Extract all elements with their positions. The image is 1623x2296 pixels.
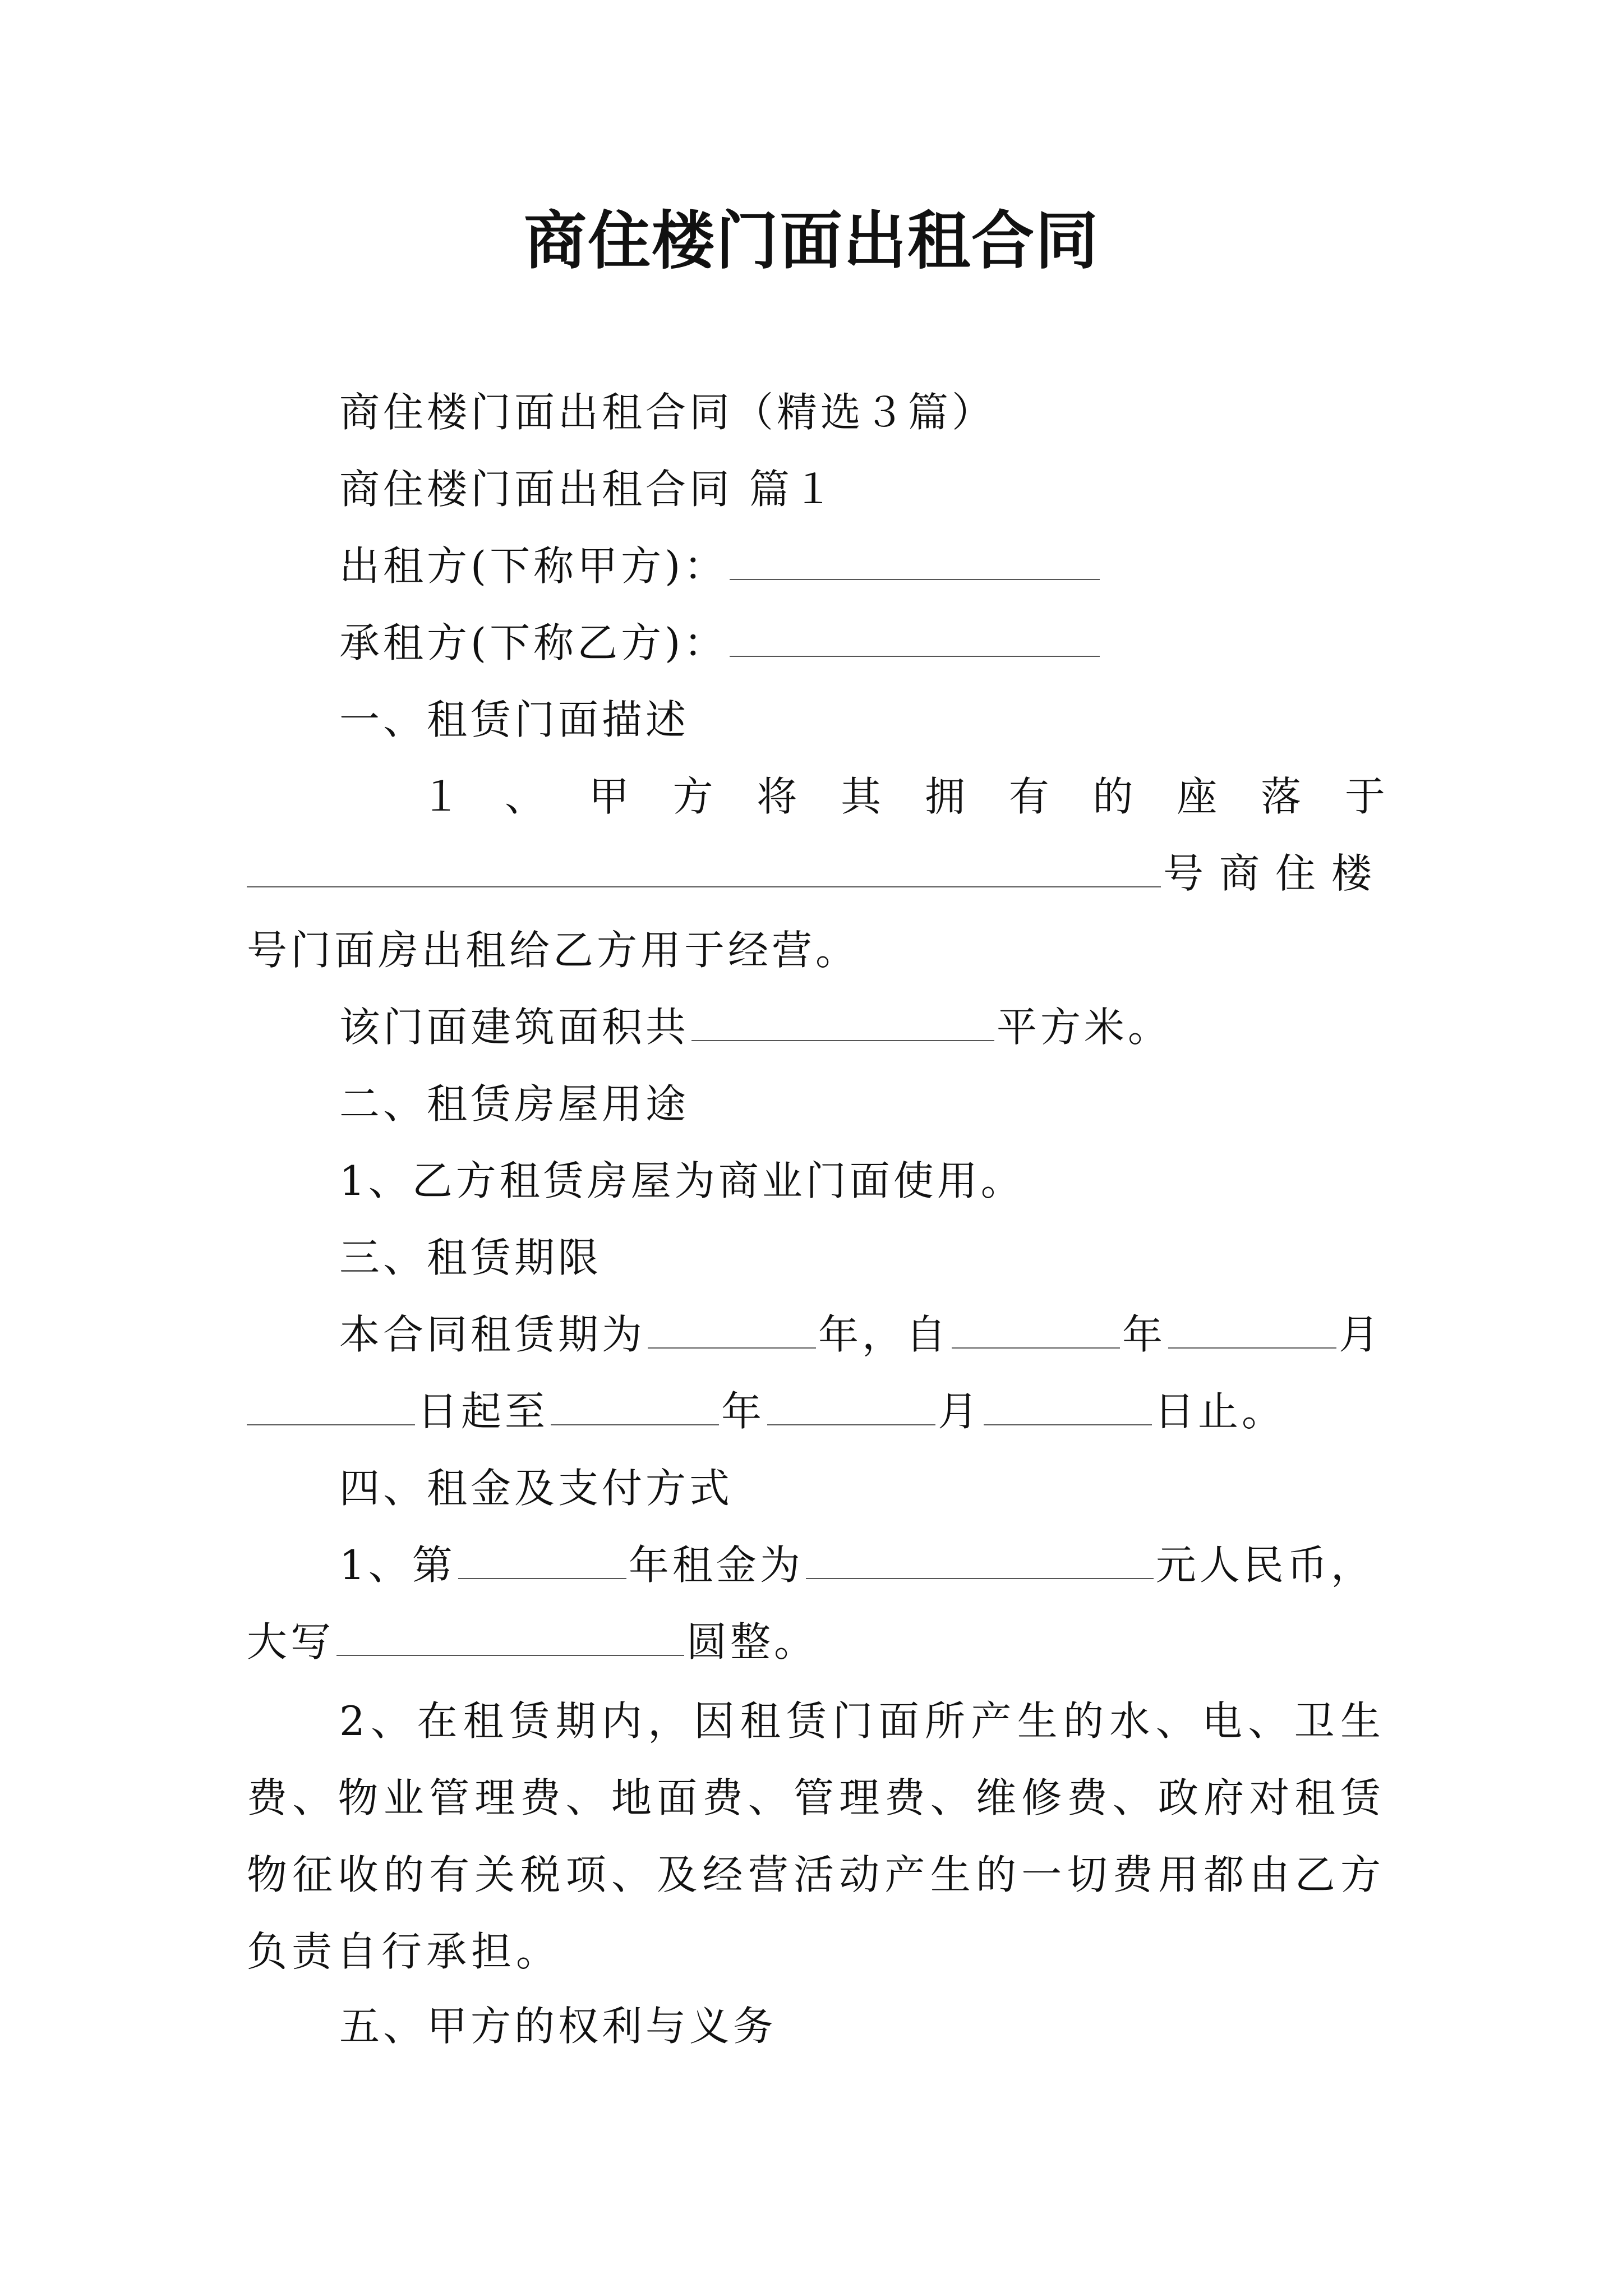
section-3-title: 三、租赁期限 bbox=[339, 1234, 602, 1281]
rent-amount-blank bbox=[806, 1545, 1154, 1579]
area-label: 该门面建筑面积共 bbox=[339, 1004, 690, 1051]
rent-capital-suffix: 圆整。 bbox=[686, 1618, 818, 1665]
lessee-label: 承租方(下称乙方)： bbox=[339, 619, 728, 666]
term-years-blank bbox=[648, 1315, 816, 1349]
end-month-label: 月 bbox=[938, 1388, 982, 1435]
lessor-label: 出租方(下称甲方)： bbox=[339, 542, 728, 590]
end-month-blank bbox=[767, 1392, 935, 1425]
term-year-label: 年，自 bbox=[818, 1311, 950, 1358]
start-month-label: 月 bbox=[1339, 1311, 1383, 1358]
term-line-1 bbox=[339, 1306, 1382, 1363]
start-year-label: 年 bbox=[1122, 1311, 1166, 1358]
end-year-blank bbox=[551, 1392, 719, 1425]
rent-capital-label: 大写 bbox=[247, 1618, 335, 1665]
area-blank bbox=[691, 1007, 994, 1041]
area-line bbox=[339, 999, 1172, 1055]
rent-capital-blank bbox=[336, 1622, 684, 1656]
section-2-title: 二、租赁房屋用途 bbox=[339, 1080, 690, 1128]
term-label: 本合同租赁期为 bbox=[339, 1311, 646, 1358]
term-line-2 bbox=[247, 1383, 1285, 1439]
section-4-item-2: 2、在租赁期内，因租赁门面所产生的水、电、卫生费、物业管理费、地面费、管理费、维修费、政府对租赁物征收的有关税项、及经营活动产生的一切费用都由乙方负责自行承担。 bbox=[247, 1697, 1385, 1975]
area-unit: 平方米。 bbox=[997, 1004, 1172, 1051]
rent-currency: 元人民币， bbox=[1155, 1542, 1375, 1589]
rent-line-1 bbox=[339, 1537, 1375, 1593]
section-2-item-1: 1、乙方租赁房屋为商业门面使用。 bbox=[339, 1157, 1025, 1204]
end-year-label: 年 bbox=[721, 1388, 766, 1435]
document-title: 商住楼门面出租合同 bbox=[524, 205, 1099, 278]
rent-label: 年租金为 bbox=[628, 1542, 804, 1589]
end-day-label: 日止。 bbox=[1154, 1388, 1286, 1435]
location-blank bbox=[247, 854, 1161, 887]
lessor-line bbox=[339, 538, 1102, 594]
start-month-blank bbox=[1168, 1315, 1336, 1349]
heading-selected: 商住楼门面出租合同（精选３篇） bbox=[339, 389, 996, 436]
rent-year-blank bbox=[458, 1545, 626, 1579]
start-day-blank bbox=[247, 1392, 415, 1425]
start-day-label: 日起至 bbox=[417, 1388, 549, 1435]
rent-prefix: 1、第 bbox=[339, 1542, 456, 1589]
rent-line-2 bbox=[247, 1614, 818, 1670]
lessee-blank bbox=[730, 623, 1100, 657]
building-label: 号商住楼 bbox=[1163, 850, 1388, 897]
start-year-blank bbox=[952, 1315, 1120, 1349]
section-1-item-1-line-3: 号门面房出租给乙方用于经营。 bbox=[247, 927, 860, 974]
section-1-item-1-line-2 bbox=[247, 845, 1388, 901]
lessee-line bbox=[339, 615, 1102, 671]
end-day-blank bbox=[984, 1392, 1152, 1425]
section-5-title: 五、甲方的权利与义务 bbox=[339, 2003, 777, 2050]
section-1-title: 一、租赁门面描述 bbox=[339, 696, 690, 743]
section-1-item-1-line-1: １、甲方将其拥有的座落于 bbox=[421, 773, 1385, 820]
section-4-title: 四、租金及支付方式 bbox=[339, 1465, 734, 1512]
lessor-blank bbox=[730, 546, 1100, 580]
heading-part: 商住楼门面出租合同 篇１ bbox=[339, 466, 837, 513]
